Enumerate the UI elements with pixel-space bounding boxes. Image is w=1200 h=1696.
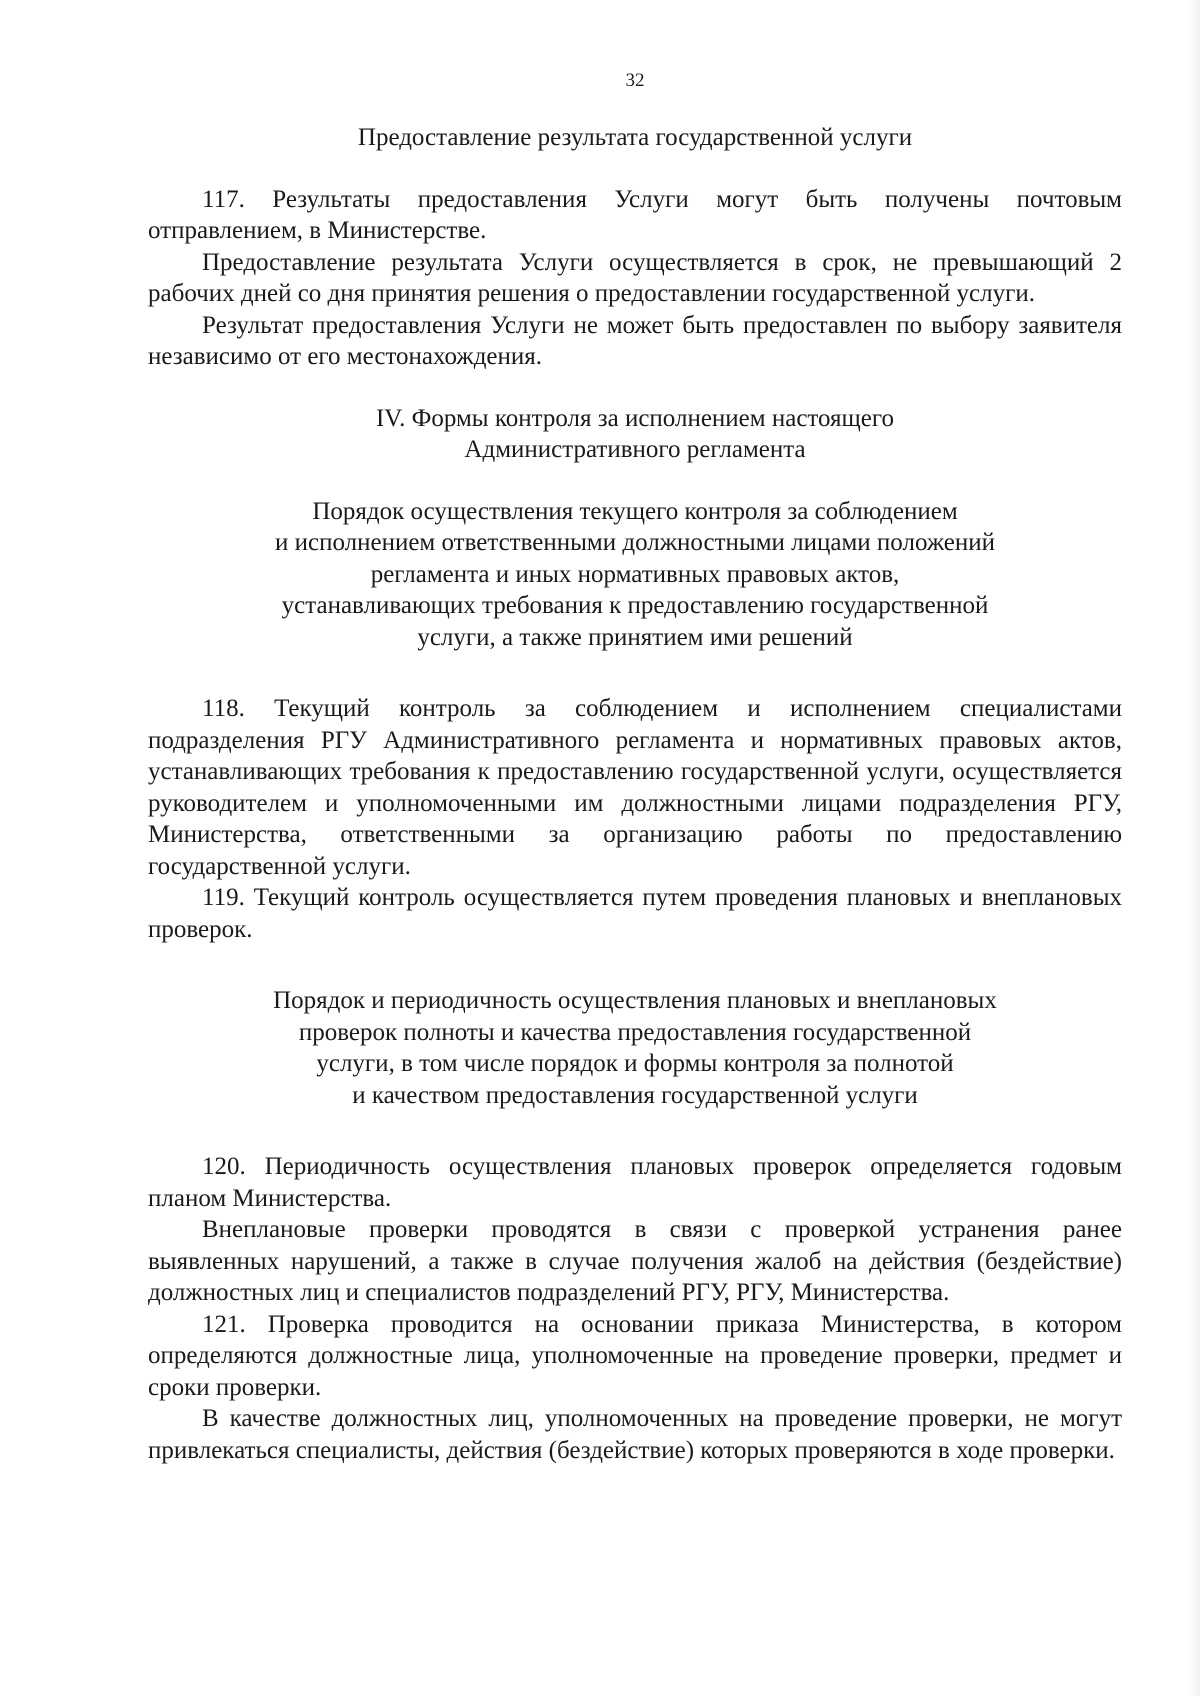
current-control-heading-line: Порядок осуществления текущего контроля за соблюдением — [312, 497, 958, 525]
document-body — [148, 122, 1122, 1466]
chapter-iv-line-1: IV. Формы контроля за исполнением настоящего — [375, 404, 895, 432]
paragraph-121: 121. Проверка проводится на основании приказа Министерства, в котором определяются должностные лица, уполномоченные на проведение проверки, предмет и сроки проверки. — [148, 1310, 1122, 1401]
spacer — [148, 945, 1122, 985]
paragraph-119: 119. Текущий контроль осуществляется путем проведения плановых и внеплановых проверок. — [148, 884, 1122, 943]
paragraph-121-officials: В качестве должностных лиц, уполномоченных на проведение проверки, не могут привлекаться специалисты, действия (бездействие) которых проверяются в ходе проверки. — [148, 1405, 1122, 1464]
current-control-heading-line: регламента и иных нормативных правовых актов, — [370, 560, 900, 588]
inspections-heading-line: услуги, в том числе порядок и формы контроля за полнотой — [316, 1050, 954, 1077]
paragraph-117-choice: Результат предоставления Услуги не может быть предоставлен по выбору заявителя независимо от его местонахождения. — [148, 311, 1122, 370]
chapter-iv-heading — [148, 403, 1122, 466]
current-control-heading-line: услуги, а также принятием ими решений — [417, 623, 853, 651]
current-control-heading — [148, 496, 1122, 654]
paragraph-120: 120. Периодичность осуществления плановых проверок определяется годовым планом Министерства. — [148, 1153, 1122, 1212]
result-heading: Предоставление результата государственной услуги — [357, 124, 913, 151]
inspections-heading-line: Порядок и периодичность осуществления плановых и внеплановых — [273, 987, 997, 1014]
spacer — [148, 154, 1122, 184]
paragraph-117-term: Предоставление результата Услуги осуществляется в срок, не превышающий 2 рабочих дней со дня принятия решения о предоставлении государственной услуги. — [148, 248, 1122, 307]
page-edge-shadow — [1188, 0, 1200, 1696]
paragraph-120-unplanned: Внеплановые проверки проводятся в связи с проверкой устранения ранее выявленных нарушений, а также в случае получения жалоб на действия (бездействие) должностных лиц и специалистов подразделений РГУ, РГУ, Министерства. — [148, 1216, 1122, 1306]
spacer — [148, 653, 1122, 693]
page-number: 32 — [625, 70, 645, 91]
current-control-heading-line: и исполнением ответственными должностными лицами положений — [274, 529, 996, 556]
spacer — [148, 373, 1122, 403]
inspections-heading — [148, 985, 1122, 1111]
chapter-iv-line-2: Административного регламента — [464, 436, 806, 463]
paragraph-118: 118. Текущий контроль за соблюдением и исполнением специалистами подразделения РГУ Административного регламента и нормативных правовых актов, устанавливающих требования к предоставлению государственной услуги, осуществляется руководителем и уполномоченными им должностными лицами подразделения РГУ, Министерства, ответственными за организацию работы по предоставлению государственной услуги. — [148, 695, 1122, 880]
current-control-heading-line: устанавливающих требования к предоставлению государственной — [281, 592, 989, 619]
spacer — [148, 466, 1122, 496]
spacer — [148, 1111, 1122, 1151]
inspections-heading-line: и качеством предоставления государственной услуги — [352, 1081, 918, 1109]
paragraph-117: 117. Результаты предоставления Услуги могут быть получены почтовым отправлением, в Министерстве. — [148, 185, 1122, 244]
inspections-heading-line: проверок полноты и качества предоставления государственной — [298, 1018, 972, 1046]
